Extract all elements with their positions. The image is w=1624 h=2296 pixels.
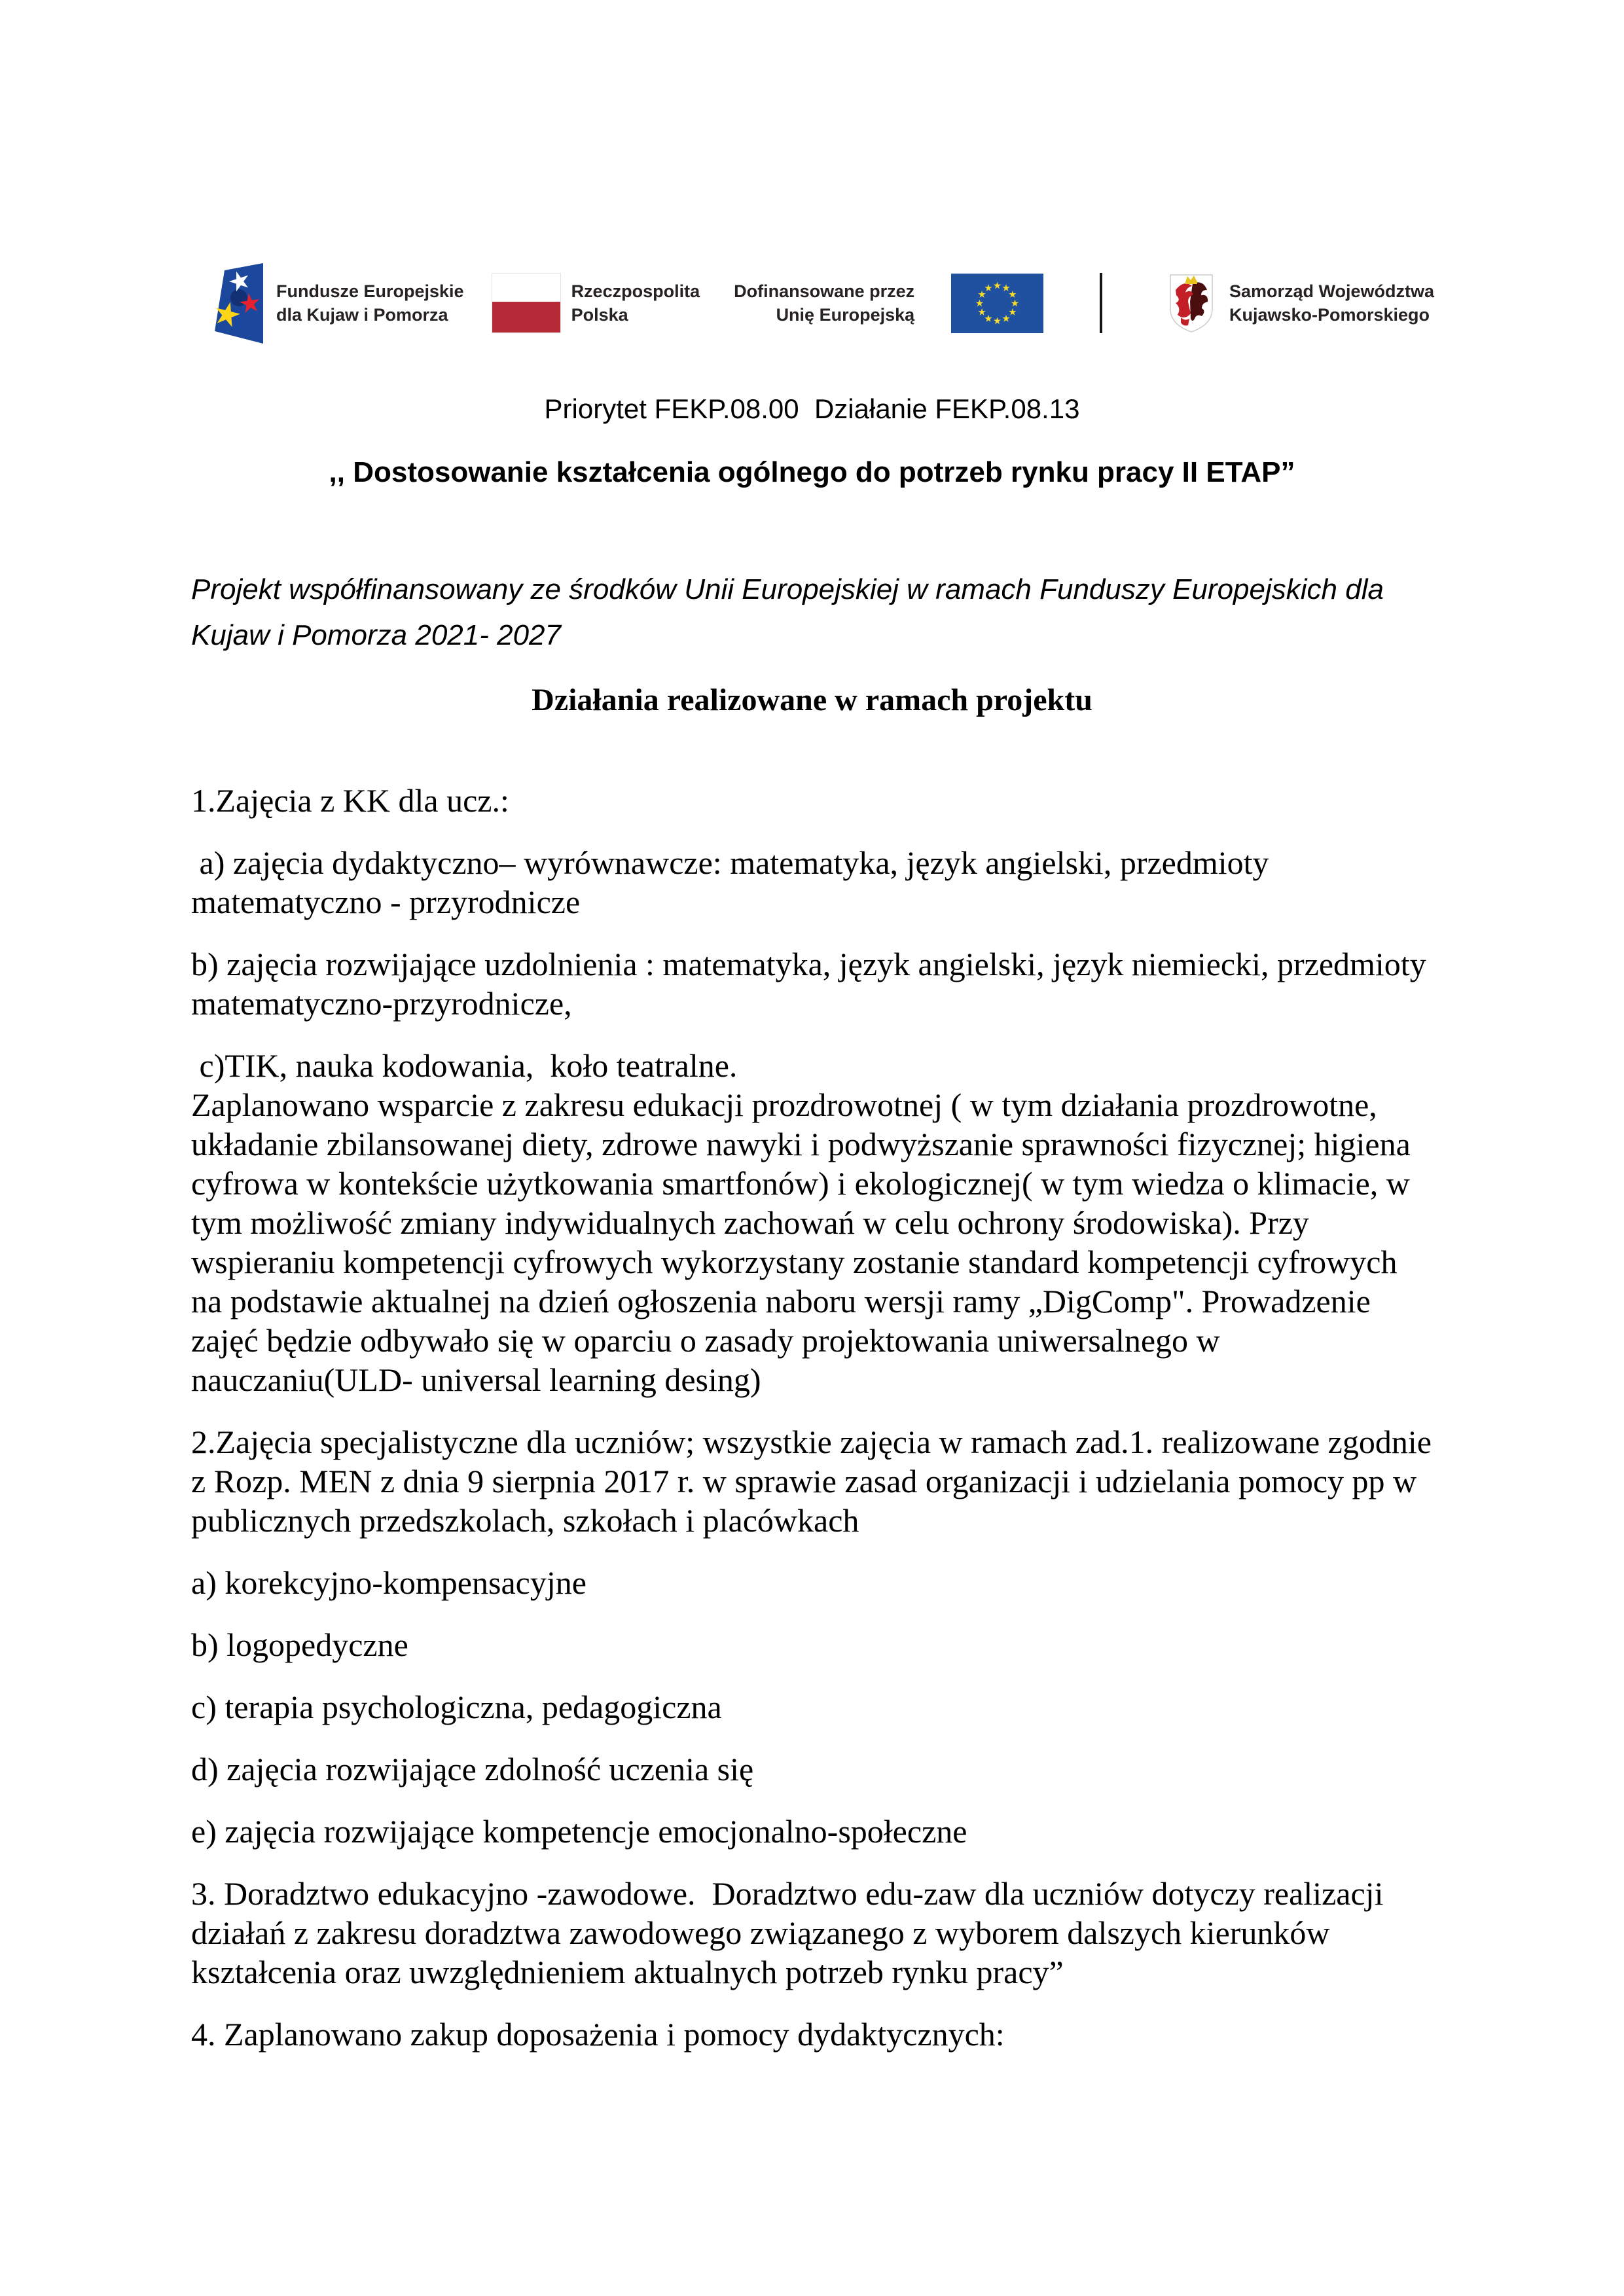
logo-fundusze-europejskie — [215, 263, 464, 344]
funding-note: Projekt współfinansowany ze środków Unii Europejskiej w ramach Funduszy Europejskich dla Kujaw i Pomorza 2021- 2027 — [191, 573, 1392, 651]
logo-rzeczpospolita-polska — [492, 273, 700, 333]
body-paragraph: b) logopedyczne — [191, 1626, 408, 1663]
poland-logo-label-line2: Polska — [571, 305, 628, 325]
body-paragraph: Zaplanowano wsparcie z zakresu edukacji prozdrowotnej ( w tym działania prozdrowotne, układanie zbilansowanej diety, zdrowe nawyki i podwyższanie sprawności fizycznej; higiena cyfrowa w kontekście użytkowania smartfonów) i ekologicznej( w tym wiedza o klimacie, w tym możliwość zmiany indywidualnych zachowań w celu ochrony środowiska). Przy wspieraniu kompetencji cyfrowych wykorzystany zostanie standard kompetencji cyfrowych na podstawie aktualnej na dzień ogłoszenia naboru wersji ramy „DigComp". Prowadzenie zajęć będzie odbywało się w oparciu o zasady projektowania uniwersalnego w nauczaniu(ULD- universal learning desing) — [191, 1086, 1419, 1398]
body-paragraph: d) zajęcia rozwijające zdolność uczenia się — [191, 1751, 754, 1787]
poland-flag-icon — [492, 273, 561, 333]
eu-funds-logo-label-line2: dla Kujaw i Pomorza — [276, 305, 448, 325]
section-heading: Działania realizowane w ramach projektu — [532, 683, 1092, 717]
eu-cofunding-label — [734, 279, 914, 327]
body-paragraph: 2.Zajęcia specjalistyczne dla uczniów; wszystkie zajęcia w ramach zad.1. realizowane zgodnie z Rozp. MEN z dnia 9 sierpnia 2017 r. w sprawie zasad organizacji i udzielania pomocy pp w publicznych przedszkolach, szkołach i placówkach — [191, 1424, 1440, 1539]
body-text — [191, 781, 1440, 2054]
logo-dofinansowane-ue — [734, 274, 1043, 333]
eu-funds-flag-icon — [215, 263, 263, 344]
body-paragraph: c) terapia psychologiczna, pedagogiczna — [191, 1689, 722, 1725]
body-paragraph: 3. Doradztwo edukacyjno -zawodowe. Doradztwo edu-zaw dla uczniów dotyczy realizacji działań z zakresu doradztwa zawodowego związanego z wyborem dalszych kierunków kształcenia oraz uwzględnieniem aktualnych potrzeb rynku pracy” — [191, 1875, 1392, 1990]
body-paragraph: 1.Zajęcia z KK dla ucz.: — [191, 782, 509, 819]
logo-samorzad-wojewodztwa — [1168, 273, 1434, 333]
body-paragraph: a) korekcyjno-kompensacyjne — [191, 1564, 586, 1601]
eu-funds-logo-label-line1: Fundusze Europejskie — [276, 281, 464, 301]
poland-logo-label — [571, 279, 700, 327]
body-paragraph: b) zajęcia rozwijające uzdolnienia : matematyka, język angielski, język niemiecki, przedmioty matematyczno-przyrodnicze, — [191, 946, 1435, 1022]
poland-logo-label-line1: Rzeczpospolita — [571, 281, 700, 301]
voivodeship-logo-label-line2: Kujawsko-Pomorskiego — [1229, 305, 1430, 325]
body-paragraph: e) zajęcia rozwijające kompetencje emocjonalno-społeczne — [191, 1813, 967, 1850]
project-title: ,, Dostosowanie kształcenia ogólnego do potrzeb rynku pracy II ETAP” — [329, 456, 1295, 488]
voivodeship-logo-label-line1: Samorząd Województwa — [1229, 281, 1434, 301]
body-paragraph: 4. Zaplanowano zakup doposażenia i pomocy dydaktycznych: — [191, 2016, 1005, 2053]
priority-line: Priorytet FEKP.08.00 Działanie FEKP.08.13 — [544, 393, 1080, 424]
body-paragraph: c)TIK, nauka kodowania, koło teatralne. — [191, 1047, 738, 1084]
logo-divider — [1100, 273, 1102, 333]
body-paragraph: a) zajęcia dydaktyczno– wyrównawcze: matematyka, język angielski, przedmioty matematyczno - przyrodnicze — [191, 844, 1278, 920]
eu-flag-icon — [951, 274, 1043, 333]
voivodeship-crest-icon — [1168, 273, 1215, 333]
voivodeship-logo-label — [1229, 279, 1434, 327]
eu-funds-logo-label — [276, 279, 464, 327]
eu-cofunding-label-line2: Unię Europejską — [776, 305, 915, 325]
document-content — [0, 393, 1624, 2054]
funding-logos-bar — [215, 262, 1434, 344]
eu-cofunding-label-line1: Dofinansowane przez — [734, 281, 915, 301]
